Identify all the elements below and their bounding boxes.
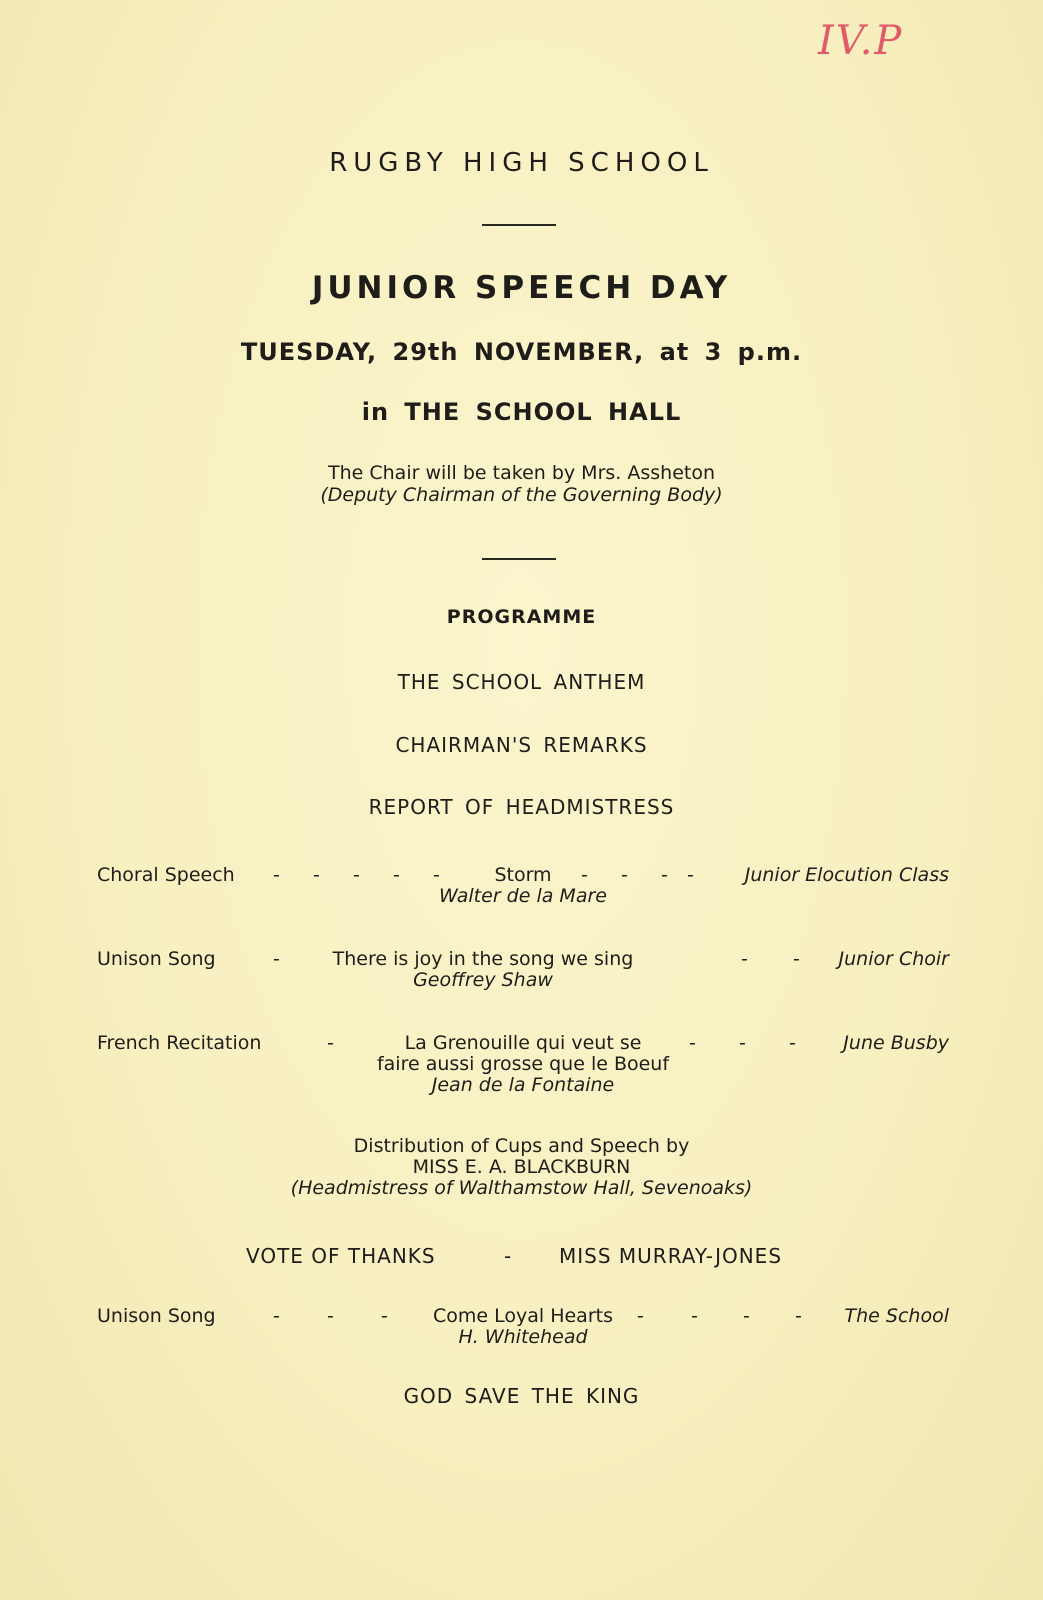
chair-note bbox=[0, 462, 1043, 506]
distribution-speaker-role: (Headmistress of Walthamstow Hall, Sevenoaks) bbox=[290, 1177, 753, 1199]
event-venue: in THE SCHOOL HALL bbox=[361, 398, 682, 426]
entry-work bbox=[57, 949, 909, 991]
school-name: RUGBY HIGH SCHOOL bbox=[329, 148, 714, 178]
entry-author: Geoffrey Shaw bbox=[413, 969, 553, 991]
leader-dash: - bbox=[353, 864, 360, 886]
leader-dash: - bbox=[381, 1305, 388, 1327]
entry-title: La Grenouille qui veut se bbox=[404, 1032, 642, 1054]
leader-dash: - bbox=[327, 1305, 334, 1327]
handwritten-annotation: IV.P bbox=[818, 18, 904, 64]
event-title: JUNIOR SPEECH DAY bbox=[311, 270, 732, 306]
distribution-block bbox=[0, 1136, 1043, 1199]
distribution-line: Distribution of Cups and Speech by bbox=[353, 1135, 690, 1157]
leader-dash: - bbox=[741, 948, 748, 970]
vote-label: VOTE OF THANKS bbox=[246, 1244, 436, 1268]
leader-dash: - bbox=[743, 1305, 750, 1327]
entry-title: Come Loyal Hearts bbox=[433, 1305, 613, 1327]
entry-performer: The School bbox=[844, 1305, 949, 1327]
entry-category: Unison Song bbox=[97, 1305, 216, 1327]
leader-dash: - bbox=[687, 864, 694, 886]
event-date: TUESDAY, 29th NOVEMBER, at 3 p.m. bbox=[240, 338, 803, 366]
entry-author: Walter de la Mare bbox=[439, 885, 607, 907]
leader-dash: - bbox=[581, 864, 588, 886]
entry-performer: Junior Choir bbox=[838, 948, 949, 970]
entry-work bbox=[97, 1033, 949, 1096]
programme-finale: GOD SAVE THE KING bbox=[403, 1384, 640, 1408]
chair-role: (Deputy Chairman of the Governing Body) bbox=[320, 484, 723, 506]
leader-dash: - bbox=[313, 864, 320, 886]
leader-dash: - bbox=[621, 864, 628, 886]
entry-author: H. Whitehead bbox=[458, 1326, 588, 1348]
leader-dash: - bbox=[689, 1032, 696, 1054]
entry-performer: June Busby bbox=[843, 1032, 949, 1054]
leader-dash: - bbox=[393, 864, 400, 886]
programme-item-report: REPORT OF HEADMISTRESS bbox=[368, 795, 675, 819]
entry-author: Jean de la Fontaine bbox=[431, 1074, 615, 1096]
entry-title: Storm bbox=[494, 864, 552, 886]
leader-dash: - bbox=[637, 1305, 644, 1327]
divider-rule bbox=[482, 224, 556, 226]
leader-dash: - bbox=[433, 864, 440, 886]
programme-item-remarks: CHAIRMAN'S REMARKS bbox=[395, 733, 648, 757]
leader-dash: - bbox=[327, 1032, 334, 1054]
programme-item-anthem: THE SCHOOL ANTHEM bbox=[397, 670, 646, 694]
entry-performer: Junior Elocution Class bbox=[744, 864, 949, 886]
distribution-speaker: MISS E. A. BLACKBURN bbox=[412, 1156, 631, 1178]
vote-dash: - bbox=[504, 1244, 513, 1268]
leader-dash: - bbox=[795, 1305, 802, 1327]
programme-heading: PROGRAMME bbox=[446, 606, 597, 628]
leader-dash: - bbox=[661, 864, 668, 886]
divider-rule bbox=[482, 558, 556, 560]
leader-dash: - bbox=[691, 1305, 698, 1327]
entry-category: Choral Speech bbox=[97, 864, 235, 886]
entry-title: There is joy in the song we sing bbox=[332, 948, 634, 970]
leader-dash: - bbox=[273, 1305, 280, 1327]
leader-dash: - bbox=[789, 1032, 796, 1054]
leader-dash: - bbox=[273, 948, 280, 970]
vote-speaker: MISS MURRAY-JONES bbox=[559, 1244, 783, 1268]
entry-category: French Recitation bbox=[97, 1032, 262, 1054]
leader-dash: - bbox=[793, 948, 800, 970]
leader-dash: - bbox=[739, 1032, 746, 1054]
entry-work bbox=[97, 1306, 949, 1348]
entry-category: Unison Song bbox=[97, 948, 216, 970]
entry-title-continued: faire aussi grosse que le Boeuf bbox=[376, 1053, 670, 1075]
leader-dash: - bbox=[273, 864, 280, 886]
chair-line: The Chair will be taken by Mrs. Assheton bbox=[327, 462, 716, 484]
